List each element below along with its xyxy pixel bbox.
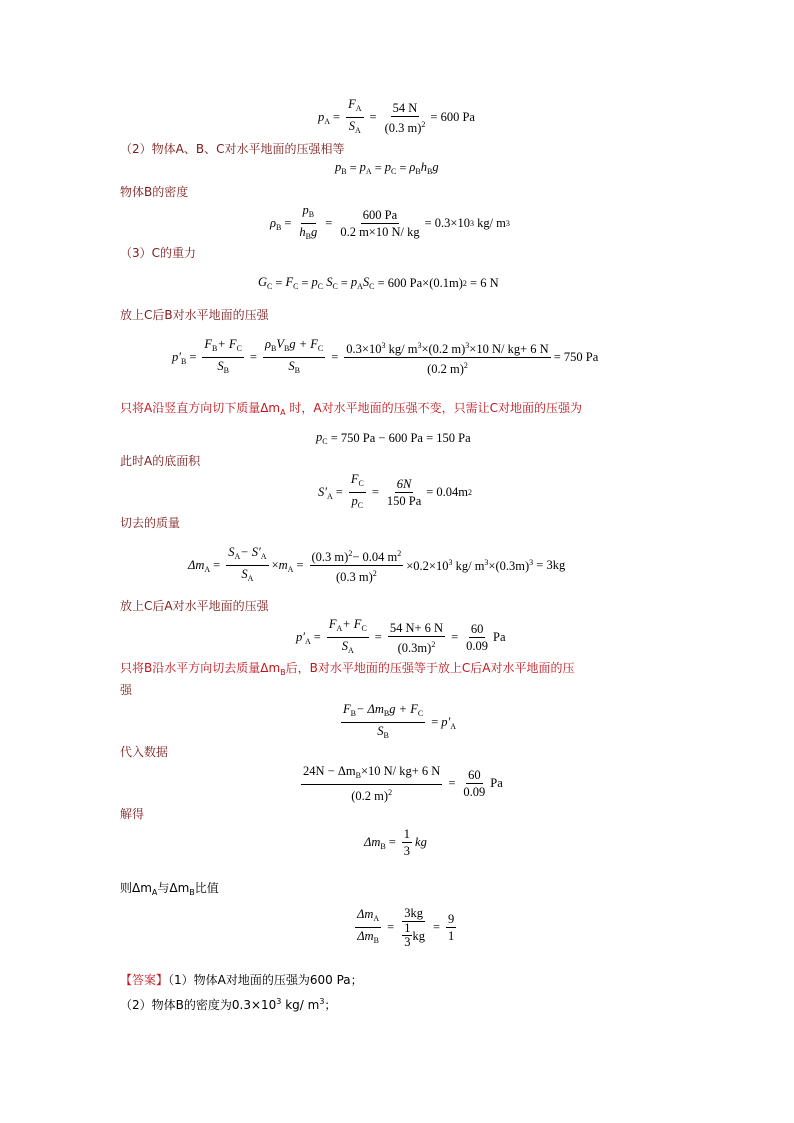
text-pressure-a-after: 放上C后A对水平地面的压强 bbox=[120, 599, 269, 613]
text-solve: 解得 bbox=[120, 807, 145, 821]
equation-pressure-a: $p_A$ = $\frac{F_A}{S_A}$ = $\frac{54 N}{(0.3 m)^2}$ = 600 Pa bbox=[318, 97, 475, 135]
text-cut-a: 只将A沿竖直方向切下质量$\Delta m_A$ 时，A对水平地面的压强不变，只需让C对地面的压强为 bbox=[120, 401, 582, 417]
text-cut-b-1: 只将B沿水平方向切去质量$\Delta m_B$后，B对水平地面的压强等于放上C后A对水平地面的压 bbox=[120, 661, 575, 677]
text-cut-b-2: 强 bbox=[120, 683, 133, 697]
equation-density-b: $\rho_B$ = $\frac{p_B}{h_Bg}$ = $\frac{600 Pa}{0.2 m\times 10 N/ kg}$ = 0.3×10 3 kg/ m 3 bbox=[270, 203, 510, 241]
text-substitute: 代入数据 bbox=[120, 745, 169, 759]
text-density-b: 物体B的密度 bbox=[120, 185, 189, 199]
equation-equal-pressure: $p_B$ = $p_A$ = $p_C$ = $\rho_Bh_Bg$ bbox=[335, 160, 439, 176]
equation-pressure-a-after: $p'_A$ = $\frac{F_A+ F_C}{S_A}$ = $\frac{54 N+ 6 N}{(0.3m)^2}$ = $\frac{60}{0.09}$ Pa bbox=[296, 617, 506, 655]
equation-solution: $\Delta m_B$ = $\frac{1}{3}$ kg bbox=[364, 827, 427, 858]
equation-area-a: $S'_A$ = $\frac{F_C}{p_C}$ = $\frac{6N}{150 Pa}$ = 0.04m 2 bbox=[318, 472, 473, 510]
equation-pressure-b-after: $p'_B$ = $\frac{F_B+ F_C}{S_B}$ = $\frac{\rho_BV_Bg + F_C}{S_B}$ = $\frac{0.3\times 10^3 kg/ m^3\times(0.2 m)^3\times 10 N/ kg+ 6 N}{(0.2 m)^2}$ = 750 Pa bbox=[172, 337, 599, 376]
equation-pressure-c: $p_C$ = 750 Pa − 600 Pa = 150 Pa bbox=[316, 430, 471, 446]
text-pressure-b-after: 放上C后B对水平地面的压强 bbox=[120, 308, 269, 322]
text-area-a: 此时A的底面积 bbox=[120, 454, 201, 468]
text-mass-cut: 切去的质量 bbox=[120, 516, 181, 530]
equation-ratio: $\frac{\Delta m_A}{\Delta m_B}$ = 3kg $\frac{1}{3}$ kg = $\frac{9}{1}$ bbox=[357, 906, 455, 949]
text-ratio: 则$\Delta m_A$与$\Delta m_B$比值 bbox=[120, 881, 219, 897]
answer-line-1: 【答案】（1）物体A对地面的压强为600 Pa； bbox=[120, 973, 363, 987]
equation-mass-cut: $\Delta m_A$ = $\frac{S_A- S'_A}{S_A}$ × $m_A$ = $\frac{(0.3 m)^2- 0.04 m^2}{(0.3 m)^2}$ $\times 0.2\times 10^3$ kg/ $m^3\times(0.3m)^3$ = 3kg bbox=[188, 545, 566, 584]
answer-line-2: （2）物体B的密度为$0.3\times 10^3$ kg/ $m^3$； bbox=[120, 997, 337, 1012]
equation-weight-c: $G_C$ = $F_C$ = $p_C$ $S_C$ = $p_AS_C$ = 600 Pa×(0.1m) 2 = 6 N bbox=[258, 275, 499, 291]
equation-substitute: $\frac{24N - \Delta m_B\times 10 N/ kg+ 6 N}{(0.2 m)^2}$ = $\frac{60}{0.09}$ Pa bbox=[303, 764, 503, 803]
text-weight-c: （3）C的重力 bbox=[120, 246, 197, 260]
equation-cut-b: $\frac{F_B- \Delta m_Bg + F_C}{S_B}$ = $p'_A$ bbox=[343, 702, 457, 740]
text-equal-pressure: （2）物体A、B、C对水平地面的压强相等 bbox=[120, 142, 345, 156]
